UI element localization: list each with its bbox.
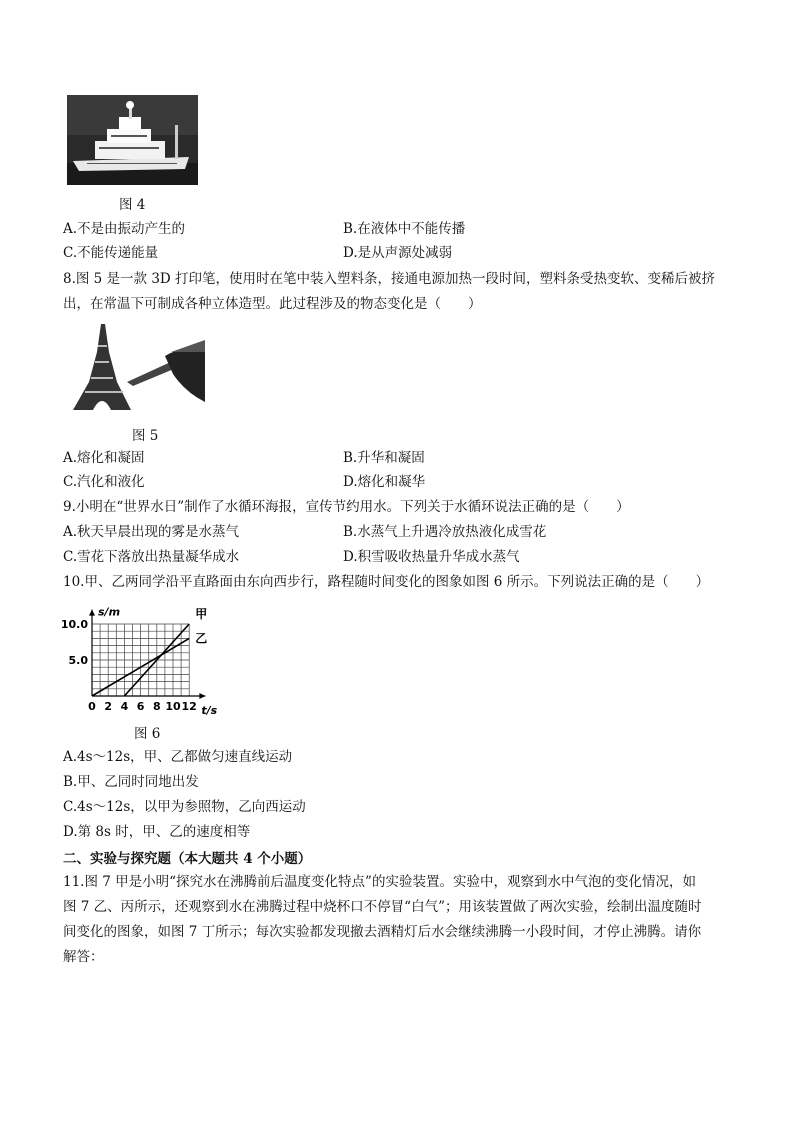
q8-option-d: D.熔化和凝华 [343, 474, 426, 490]
x-tick-label: 4 [120, 700, 129, 713]
x-tick-label: 0 [88, 700, 96, 713]
x-tick-label: 12 [181, 700, 197, 713]
figure-4-caption: 图 4 [119, 197, 146, 213]
x-tick-label: 8 [152, 700, 161, 713]
q8-option-b: B.升华和凝固 [343, 450, 425, 466]
y-axis-label: s/m [98, 605, 121, 619]
q8-stem-line1: 8.图 5 是一款 3D 打印笔，使用时在笔中装入塑料条，接通电源加热一段时间，塑料条受热变软、变稀后被挤 [63, 271, 716, 287]
q10-option-a: A.4s～12s，甲、乙都做匀速直线运动 [63, 749, 293, 765]
q11-line1: 11.图 7 甲是小明“探究水在沸腾前后温度变化特点”的实验装置。实验中，观察到水中气泡的变化情况，如 [63, 874, 696, 890]
chart-grid [92, 624, 189, 696]
q7-option-a: A.不是由振动产生的 [63, 221, 186, 237]
chart-labels [61, 606, 218, 717]
q8-option-c: C.汽化和液化 [63, 474, 145, 490]
q8-option-a: A.熔化和凝固 [63, 450, 145, 466]
q7-option-d: D.是从声源处减弱 [343, 245, 453, 261]
y-axis-arrow [89, 610, 95, 616]
series-label: 甲 [195, 607, 208, 621]
3d-printing-pen-photo [65, 322, 205, 412]
section-2-heading: 二、实验与探究题（本大题共 4 个小题） [63, 851, 312, 867]
q10-option-c: C.4s～12s，以甲为参照物，乙向西运动 [63, 799, 306, 815]
ship-photo [67, 95, 198, 185]
x-tick-label: 2 [104, 700, 113, 713]
q7-option-b: B.在液体中不能传播 [343, 221, 466, 237]
q9-stem: 9.小明在“世界水日”制作了水循环海报，宣传节约用水。下列关于水循环说法正确的是（ ） [63, 499, 630, 515]
figure-6-caption: 图 6 [134, 726, 161, 742]
figure-6-chart [60, 596, 220, 718]
q9-option-a: A.秋天早晨出现的雾是水蒸气 [63, 524, 240, 540]
q11-line4: 解答： [63, 949, 104, 965]
q8-stem-line2: 出，在常温下可制成各种立体造型。此过程涉及的物态变化是（ ） [63, 296, 482, 312]
q9-option-b: B.水蒸气上升遇冷放热液化成雪花 [343, 524, 547, 540]
q9-option-c: C.雪花下落放出热量凝华成水 [63, 549, 240, 565]
q11-line3: 间变化的图象，如图 7 丁所示；每次实验都发现撤去酒精灯后水会继续沸腾一小段时间，才停止沸腾。请你 [63, 924, 702, 940]
x-tick-label: 10 [165, 700, 181, 713]
chart-axes [89, 610, 208, 699]
q10-stem: 10.甲、乙两同学沿平直路面由东向西步行，路程随时间变化的图象如图 6 所示。下列说法正确的是（ ） [63, 574, 710, 590]
q9-option-d: D.积雪吸收热量升华成水蒸气 [343, 549, 520, 565]
y-tick-label: 5.0 [68, 654, 88, 667]
q10-option-d: D.第 8s 时，甲、乙的速度相等 [63, 824, 251, 840]
series-label: 乙 [195, 631, 208, 646]
q7-option-c: C.不能传递能量 [63, 245, 159, 261]
x-axis-arrow [199, 693, 205, 699]
y-tick-label: 10.0 [60, 618, 88, 631]
x-tick-label: 6 [136, 700, 145, 713]
q11-line2: 图 7 乙、丙所示，还观察到水在沸腾过程中烧杯口不停冒“白气”；用该装置做了两次实验，绘制出温度随时 [63, 899, 702, 915]
q10-option-b: B.甲、乙同时同地出发 [63, 774, 199, 790]
x-axis-label: t/s [201, 704, 218, 717]
figure-5-caption: 图 5 [132, 428, 159, 444]
